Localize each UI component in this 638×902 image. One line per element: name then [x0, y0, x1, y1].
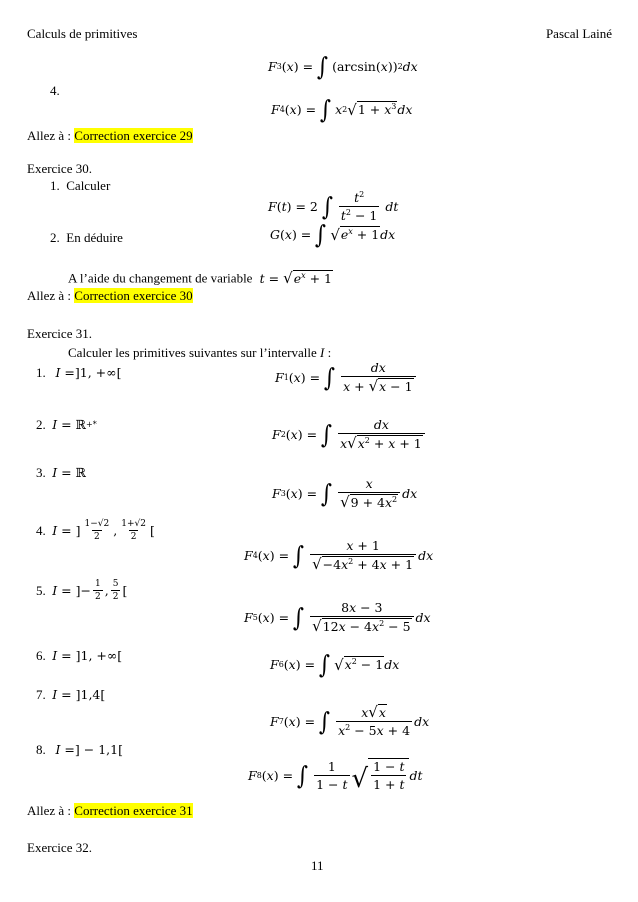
item-number: 5.: [36, 583, 46, 598]
hint-text: A l’aide du changement de variable: [68, 270, 253, 286]
item-number: 2.: [50, 230, 60, 245]
item-number: 4.: [36, 523, 46, 538]
header-title: Calculs de primitives: [27, 26, 138, 41]
formula-ft: F ( t ) = 2 ∫ $\frac{t^2}{t^2 - 1}$ dt: [268, 190, 399, 224]
item-number: 2.: [36, 417, 46, 432]
item-number: 8.: [36, 742, 46, 757]
ex31-item-5: 5. I = ]− $\frac{1}{2}$ , $\frac{5}{2}$ [: [36, 579, 128, 602]
item-number: 3.: [36, 465, 46, 480]
link-line-29: [27, 128, 193, 144]
ex30-hint: A l’aide du changement de variable t = √ $e^x + 1$: [68, 269, 332, 288]
link-correction-29[interactable]: Correction exercice 29: [74, 128, 193, 143]
page-number: 11: [311, 858, 324, 873]
formula-f2: F 2 ( x ) = ∫ dx x √ $x^2 + x + 1$: [272, 417, 427, 451]
formula-gx: G ( x ) = ∫ √ $e^x + 1$ dx: [270, 220, 396, 249]
ex31-item-4: 4. I = ] $\frac{1-√2}{2}$ , $\frac{1+√2}{2}$ [: [36, 519, 155, 542]
item-number: 1.: [36, 365, 46, 380]
item-text: Calculer: [66, 178, 111, 193]
formula-f3b: F 3 ( x ) = ∫ x √ $9 + 4x^2$ dx: [272, 476, 418, 512]
allez-label: Allez à :: [27, 803, 75, 818]
item-number: 1.: [50, 178, 60, 193]
ex31-item-7: 7. I = ]1,4[: [36, 687, 106, 702]
item-number: 6.: [36, 648, 46, 663]
ex31-item-8: 8. I =] − 1,1[: [36, 742, 123, 757]
ex31-intro: Calculer les primitives suivantes sur l’intervalle I :: [68, 345, 332, 360]
intro-text: Calculer les primitives suivantes sur l’intervalle: [68, 345, 317, 360]
allez-label: Allez à :: [27, 128, 75, 143]
ex31-item-2: 2. I = ℝ +*: [36, 417, 97, 432]
header-author: Pascal Lainé: [545, 26, 612, 41]
formula-f8: F 8 ( x ) = ∫ $\frac{1}{1 - t}$ √ $\frac{1 - t}{1 + t}$ dt: [248, 758, 423, 794]
formula-f3: F 3 ( x ) = ∫ (arcsin( x )) 2 dx: [268, 52, 418, 81]
formula-f4b: F 4 ( x ) = ∫ x + 1 √ $-4x^2 + 4x + 1$ dx: [244, 538, 434, 574]
ex30-item1: [50, 178, 110, 194]
ex31-item-6: 6. I = ]1, +∞[: [36, 648, 123, 663]
formula-f5: F 5 ( x ) = ∫ 8x − 3 √ $12x - 4x^2 - 5$ dx: [244, 600, 431, 636]
formula-f6: F 6 ( x ) = ∫ √ $x^2 - 1$ dx: [270, 650, 400, 679]
link-line-30: [27, 288, 193, 304]
ex30-item2: [50, 230, 123, 246]
formula-f7: F 7 ( x ) = ∫ x √ x $x^2 - 5x + 4$ dx: [270, 703, 430, 739]
exercise-30-title: Exercice 30.: [27, 161, 92, 176]
item-number: 7.: [36, 687, 46, 702]
exercise-32-title: Exercice 32.: [27, 840, 92, 855]
formula-f1: F 1 ( x ) = ∫ dx x + √ x − 1: [275, 360, 418, 394]
ex31-item-1: 1. I =]1, +∞[: [36, 365, 122, 380]
formula-f4: F 4 ( x ) = ∫ x 2 √ $1 + x^3$ dx: [271, 95, 413, 124]
link-correction-30[interactable]: Correction exercice 30: [74, 288, 193, 303]
item-number-4: 4.: [50, 83, 60, 98]
allez-label: Allez à :: [27, 288, 75, 303]
link-line-31: [27, 803, 193, 819]
exercise-31-title: Exercice 31.: [27, 326, 92, 341]
item-text: En déduire: [66, 230, 123, 245]
link-correction-31[interactable]: Correction exercice 31: [74, 803, 193, 818]
ex31-item-3: 3. I = ℝ: [36, 465, 87, 480]
